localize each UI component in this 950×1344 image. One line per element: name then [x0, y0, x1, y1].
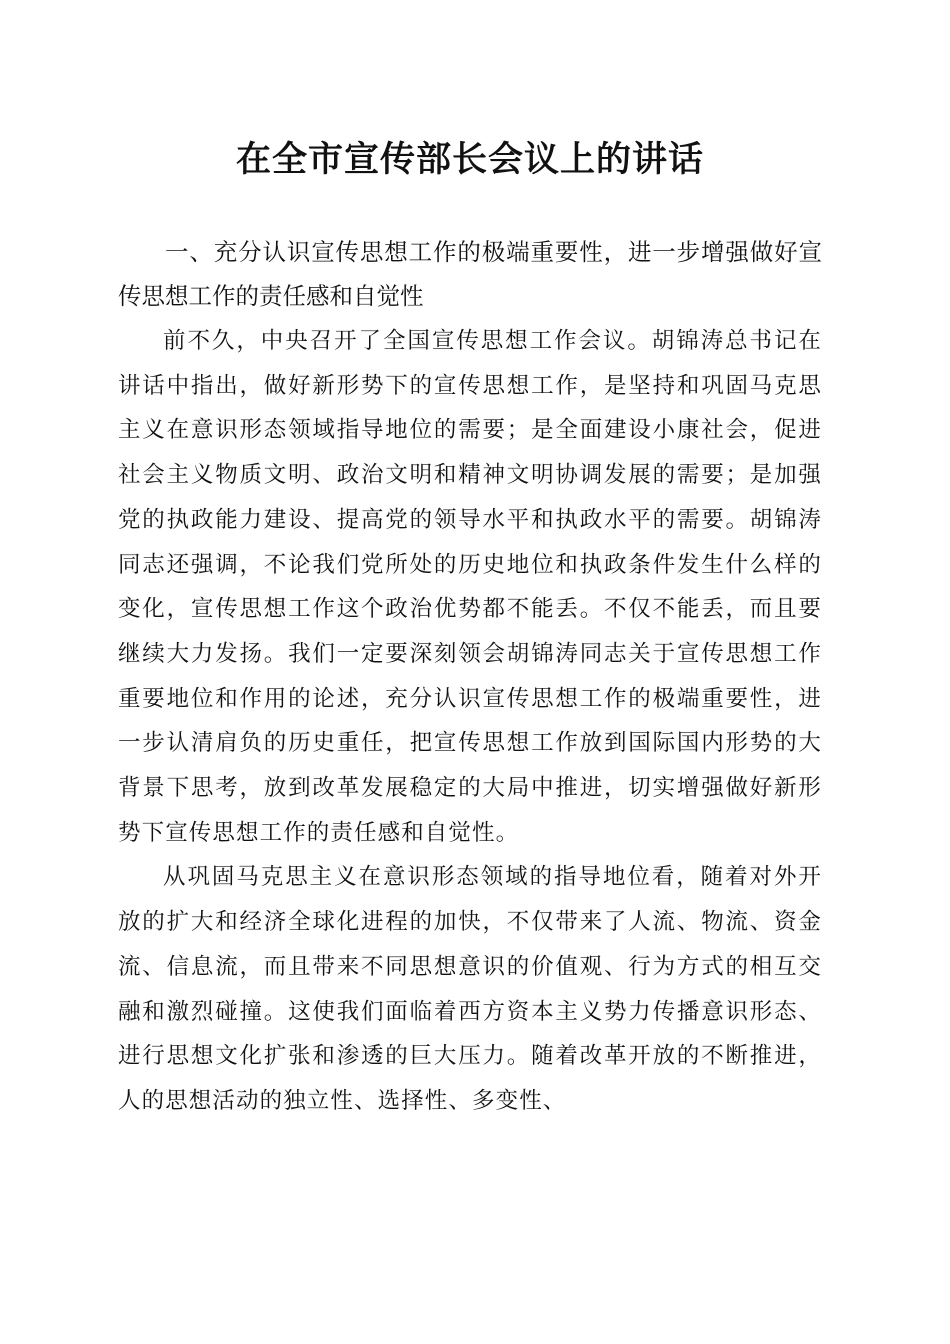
body-paragraph: 前不久，中央召开了全国宣传思想工作会议。胡锦涛总书记在讲话中指出，做好新形势下的宣传思想工作，是坚持和巩固马克思主义在意识形态领域指导地位的需要；是全面建设小康社会，促进社会主义物质文明、政治文明和精神文明协调发展的需要；是加强党的执政能力建设、提高党的领导水平和执政水平的需要。胡锦涛同志还强调，不论我们党所处的历史地位和执政条件发生什么样的变化，宣传思想工作这个政治优势都不能丢。不仅不能丢，而且要继续大力发扬。我们一定要深刻领会胡锦涛同志关于宣传思想工作重要地位和作用的论述，充分认识宣传思想工作的极端重要性，进一步认清肩负的历史重任，把宣传思想工作放到国际国内形势的大背景下思考，放到改革发展稳定的大局中推进，切实增强做好新形势下宣传思想工作的责任感和自觉性。 [118, 328, 822, 846]
document-body [118, 230, 822, 1124]
body-paragraph: 从巩固马克思主义在意识形态领域的指导地位看，随着对外开放的扩大和经济全球化进程的加快，不仅带来了人流、物流、资金流、信息流，而且带来不同思想意识的价值观、行为方式的相互交融和激烈碰撞。这使我们面临着西方资本主义势力传播意识形态、进行思想文化扩张和渗透的巨大压力。随着改革开放的不断推进，人的思想活动的独立性、选择性、多变性、 [118, 864, 822, 1114]
section-heading: 一、充分认识宣传思想工作的极端重要性，进一步增强做好宣传思想工作的责任感和自觉性 [118, 238, 822, 310]
document-title: 在全市宣传部长会议上的讲话 [235, 139, 704, 180]
